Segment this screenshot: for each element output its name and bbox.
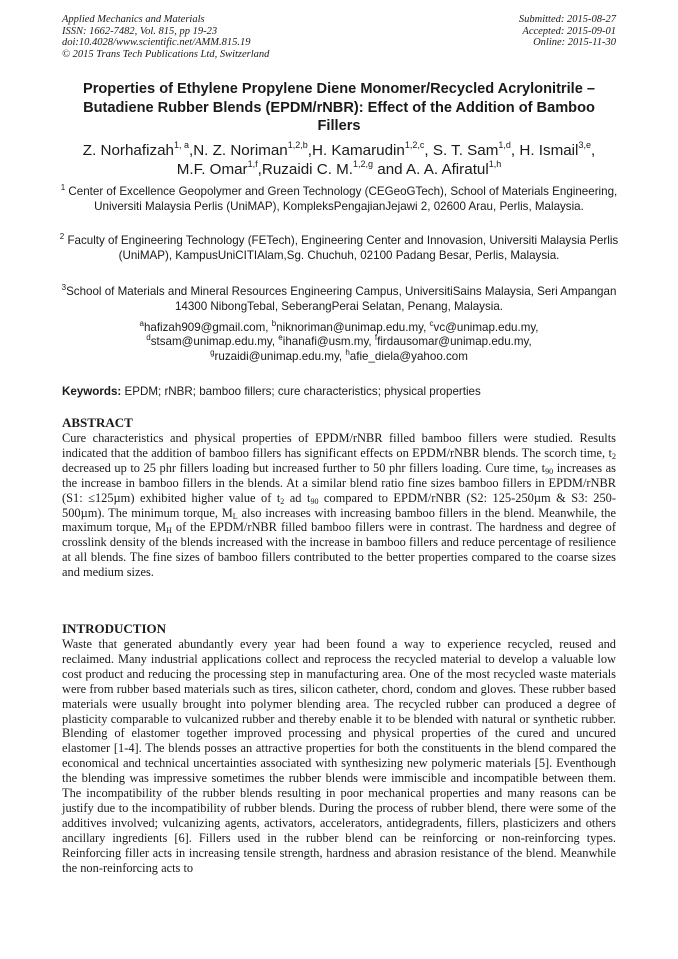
journal-header bbox=[62, 14, 269, 60]
author-affiliation-mark: 1,2,g bbox=[353, 159, 374, 169]
author-name: H. Kamarudin bbox=[312, 142, 405, 159]
email-link: vc@unimap.edu.my, bbox=[433, 321, 539, 334]
author-name: A. A. Afiratul bbox=[406, 161, 489, 178]
email-link: ihanafi@usm.my bbox=[282, 335, 369, 349]
author-name: Ruzaidi C. M. bbox=[261, 161, 354, 178]
author-name: N. Z. Noriman bbox=[193, 142, 288, 159]
issn-line: ISSN: 1662-7482, Vol. 815, pp 19-23 bbox=[62, 25, 218, 37]
keywords-text: EPDM; rNBR; bamboo fillers; cure characteristics; physical properties bbox=[121, 385, 481, 398]
author-affiliation-mark: 1,2,c bbox=[404, 140, 425, 150]
online-date: Online: 2015-11-30 bbox=[533, 37, 616, 48]
author-affiliation-mark: 1,2,b bbox=[287, 140, 308, 150]
affiliation-3: $^3$School of Materials and Mineral Resources Engineering Campus, UniversitiSains Malaysia, Seri Ampangan 14300 NibongTebal, SeberangPerai Selatan, Penang, Malaysia. bbox=[61, 283, 617, 314]
doi-line: doi:10.4028/www.scientific.net/AMM.815.19 bbox=[62, 37, 251, 48]
author-affiliation-mark: 1,h bbox=[488, 159, 502, 169]
affiliation-1: $^1$ Center of Excellence Geopolymer and Green Technology (CEGeoGTech), School of Materials Engineering, Universiti Malaysia Perlis (UniMAP), KompleksPengajianJejawi 2, 02600 Arau, Perlis, Malaysia. bbox=[60, 183, 618, 214]
affiliation-2: $^2$ Faculty of Engineering Technology (FETech), Engineering Center and Innovasion, Universiti Malaysia Perlis (UniMAP), KampusUniCITIAlam,Sg. Chuchuh, 02100 Padang Besar, Perlis, Malaysia. bbox=[59, 232, 619, 263]
author-name: H. Ismail bbox=[519, 142, 579, 159]
author-affiliation-mark: 1,d bbox=[498, 140, 511, 150]
email-link: firdausomar@unimap.edu.my, bbox=[377, 335, 532, 349]
email-link: stsam@unimap.edu.my bbox=[150, 335, 272, 349]
author-name: M.F. Omar bbox=[176, 161, 248, 178]
keywords-label: Keywords: bbox=[62, 385, 122, 398]
author-affiliation-mark: 1, a bbox=[173, 140, 189, 150]
keywords-line bbox=[62, 385, 618, 399]
author-affiliation-mark: 1,f bbox=[247, 159, 258, 169]
email-link: afie_diela@yahoo.com bbox=[349, 349, 468, 363]
dates-header bbox=[519, 14, 616, 49]
abstract-heading: ABSTRACT bbox=[62, 415, 133, 430]
email-link: niknoriman@unimap.edu.my bbox=[276, 321, 424, 334]
journal-name: Applied Mechanics and Materials bbox=[62, 14, 205, 25]
submitted-date: Submitted: 2015-08-27 bbox=[518, 14, 616, 25]
introduction-body: Waste that generated abundantly every year had been found a way to experience recycled, reused and reclaimed. Many industrial applications collect and reprocess the recycled material to develop a valuable low cost product and reducing the processing step in manufacturing area. One of the most recycled waste materials were from rubber based materials such as tires, silicon catheter, chord, condom and gloves. These rubber based materials were usually brought into polymer blending area. The recycled rubber can produced a degree of plasticity comparable to vulcanized rubber and thereby enable it to be blended with natural or synthetic rubber. Blending of elastomer together improved processing and physical properties of the cured and uncured elastomer [1-4]. The blends posses an attractive properties for both the constituents in the blend compared the economical and technical uncertainties associated with synthesizing new polymeric materials [5]. Eventhough the blending was impressive sometimes the rubber blends were immiscible and incompatible between them. The incompatibility of the rubber blends resulting in poor mechanical properties and many reasons can be justify due to the incompatibility of rubber blends. During the process of rubber blend, there were some of the additives involved; vulcanizing agents, activators, accelerators, antidegradents, fillers, plasticizers and others ancillary ingredients [6]. Fillers used in the rubber blend can be reinforcing or non-reinforcing types. Reinforcing filler acts in increasing tensile strength, hardness and abrasion resistance of the blend. Meanwhile the non-reinforcing acts to bbox=[62, 637, 616, 875]
author-list: Z. Norhafizah$^{1, a}$,N. Z. Noriman$^{1,2,b}$,H. Kamarudin$^{1,2,c}$, S. T. Sam$^{1,d}$, H. Ismail$^{3,e}$, M.F. Omar$^{1,f}$,Ruzaidi C. M.$^{1,2,g}$ and A. A. Afiratul$^{1,h}$ bbox=[82, 140, 596, 178]
author-name: Z. Norhafizah bbox=[82, 142, 174, 159]
accepted-date: Accepted: 2015-09-01 bbox=[522, 25, 616, 37]
introduction-heading: INTRODUCTION bbox=[62, 621, 167, 636]
email-link: ruzaidi@unimap.edu.my bbox=[214, 349, 339, 363]
paper-title: Properties of Ethylene Propylene Diene Monomer/Recycled Acrylonitrile –Butadiene Rubber Blends (EPDM/rNBR): Effect of the Addition of Bamboo Fillers bbox=[82, 81, 595, 134]
copyright-line: © 2015 Trans Tech Publications Ltd, Switzerland bbox=[62, 48, 270, 60]
author-affiliation-mark: 3,e bbox=[578, 140, 591, 150]
email-link: hafizah909@gmail.com bbox=[143, 321, 266, 334]
author-name: S. T. Sam bbox=[432, 142, 499, 159]
email-list: $^a$hafizah909@gmail.com, $^b$niknoriman@unimap.edu.my, $^c$vc@unimap.edu.my, $^d$stsam@unimap.edu.my, $^e$ihanafi@usm.my, $^f$firdausomar@unimap.edu.my, $^g$ruzaidi@unimap.edu.my, $^h$afie_diela@yahoo.com bbox=[139, 319, 539, 363]
abstract-body: Cure characteristics and physical properties of EPDM/rNBR filled bamboo fillers were studied. Results indicated that the addition of bamboo fillers has significant effects on EPDM/rNBR blends. The scorch time, $t_2$ decreased up to 25 phr fillers loading but increased further to 50 phr fillers loading. Cure time, $t_{90}$ increases as the increase in bamboo fillers in the blends. At a similar blend ratio fine sizes bamboo fillers in EPDM/rNBR (S1: ≤125µm) exhibited higher value of $t_2$ ad $t_{90}$ compared to EPDM/rNBR (S2: 125-250µm & S3: 250-500µm). The minimum torque, $M_L$ also increases with increasing bamboo fillers in the blend. Meanwhile, the maximum torque, $M_H$ of the EPDM/rNBR filled bamboo fillers were in contrast. The hardness and degree of crosslink density of the blends increased with the increase in bamboo fillers and reduce percentage of resilience at all blends. The fine sizes of bamboo fillers contributed to the better properties compared to the coarse sizes and medium sizes. bbox=[62, 431, 617, 580]
